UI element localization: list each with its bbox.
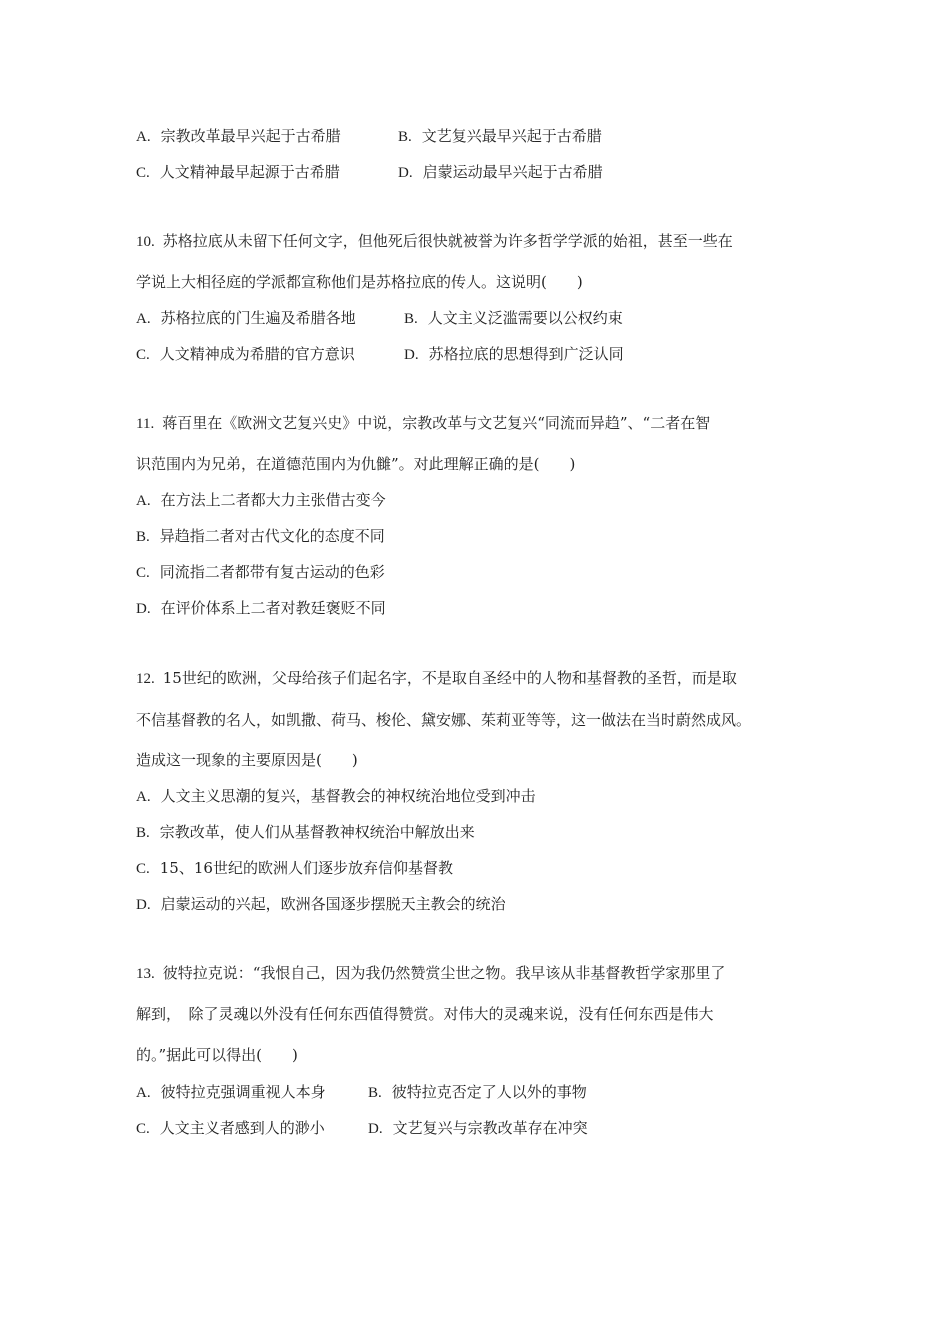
q12-option-d: D. 启蒙运动的兴起，欧洲各国逐步摆脱天主教会的统治 bbox=[136, 895, 506, 913]
q11-number: 11. bbox=[136, 416, 155, 432]
q13-stem-line-3: 的。”据此可以得出( ) bbox=[136, 1046, 298, 1064]
q13-option-d: D. 文艺复兴与宗教改革存在冲突 bbox=[368, 1119, 588, 1137]
q10-stem-line-2: 学说上大相径庭的学派都宣称他们是苏格拉底的传人。这说明( ) bbox=[136, 273, 583, 291]
q13-option-c: C. 人文主义者感到人的渺小 bbox=[136, 1119, 325, 1137]
q10-option-c: C. 人文精神成为希腊的官方意识 bbox=[136, 345, 355, 363]
q11-stem-line-2: 识范围内为兄弟，在道德范围内为仇雠”。对此理解正确的是( ) bbox=[136, 455, 576, 473]
q11-option-b: B. 异趋指二者对古代文化的态度不同 bbox=[136, 527, 385, 545]
q9-option-c: C. 人文精神最早起源于古希腊 bbox=[136, 163, 340, 181]
q13-stem-line-1: 13. 彼特拉克说：“我恨自己，因为我仍然赞赏尘世之物。我早该从非基督教哲学家那里了 bbox=[136, 964, 726, 982]
q13-option-b: B. 彼特拉克否定了人以外的事物 bbox=[368, 1083, 587, 1101]
q12-stem-line-2: 不信基督教的名人，如凯撒、荷马、梭伦、黛安娜、茱莉亚等等，这一做法在当时蔚然成风。 bbox=[136, 711, 752, 729]
q9-options-row-1 bbox=[136, 126, 602, 147]
q12-option-a: A. 人文主义思潮的复兴，基督教会的神权统治地位受到冲击 bbox=[136, 787, 536, 805]
q12-option-b: B. 宗教改革，使人们从基督教神权统治中解放出来 bbox=[136, 823, 475, 841]
q12-stem-line-1: 12. 15世纪的欧洲，父母给孩子们起名字，不是取自圣经中的人物和基督教的圣哲，而是取 bbox=[136, 669, 737, 687]
q11-option-d: D. 在评价体系上二者对教廷褒贬不同 bbox=[136, 599, 386, 617]
q11-option-a: A. 在方法上二者都大力主张借古变今 bbox=[136, 491, 386, 509]
q9-option-a: A. 宗教改革最早兴起于古希腊 bbox=[136, 127, 341, 145]
q12-option-c: C. 15、16世纪的欧洲人们逐步放弃信仰基督教 bbox=[136, 859, 453, 877]
q13-option-a: A. 彼特拉克强调重视人本身 bbox=[136, 1083, 326, 1101]
q13-number: 13. bbox=[136, 966, 155, 982]
q11-stem-line-1: 11. 蒋百里在《欧洲文艺复兴史》中说，宗教改革与文艺复兴“同流而异趋”、“二者在智 bbox=[136, 414, 711, 432]
q13-stem-line-2: 解到， 除了灵魂以外没有任何东西值得赞赏。对伟大的灵魂来说，没有任何东西是伟大 bbox=[136, 1005, 714, 1023]
q10-option-b: B. 人文主义泛滥需要以公权约束 bbox=[404, 309, 623, 327]
q9-options-row-2 bbox=[136, 162, 603, 183]
q9-option-d: D. 启蒙运动最早兴起于古希腊 bbox=[398, 163, 603, 181]
q10-number: 10. bbox=[136, 234, 155, 250]
q11-option-c: C. 同流指二者都带有复古运动的色彩 bbox=[136, 563, 385, 581]
q13-options-row-1 bbox=[136, 1082, 587, 1103]
q10-stem-line-1: 10. 苏格拉底从未留下任何文字，但他死后很快就被誉为许多哲学学派的始祖，甚至一些在 bbox=[136, 232, 733, 250]
q10-options-row-1 bbox=[136, 308, 623, 329]
q9-option-b: B. 文艺复兴最早兴起于古希腊 bbox=[398, 127, 602, 145]
q10-option-a: A. 苏格拉底的门生遍及希腊各地 bbox=[136, 309, 356, 327]
q13-options-row-2 bbox=[136, 1118, 588, 1139]
q12-number: 12. bbox=[136, 671, 155, 687]
q12-stem-line-3: 造成这一现象的主要原因是( ) bbox=[136, 751, 358, 769]
q10-options-row-2 bbox=[136, 344, 624, 365]
q10-option-d: D. 苏格拉底的思想得到广泛认同 bbox=[404, 345, 624, 363]
